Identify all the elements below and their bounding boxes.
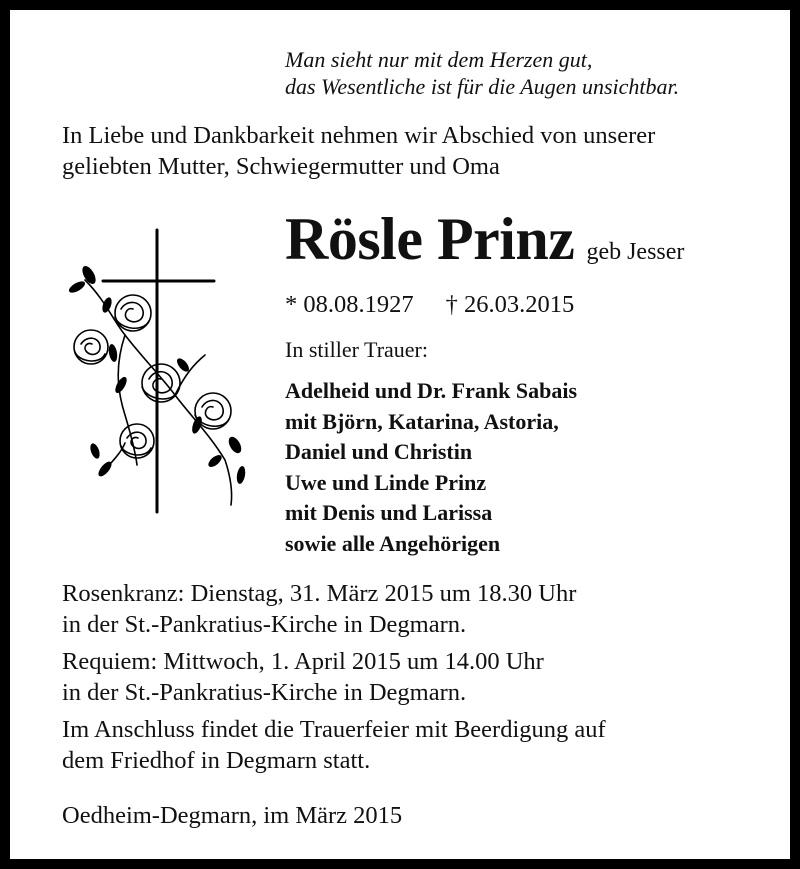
cross-with-roses-icon xyxy=(65,225,250,515)
death-date: † 26.03.2015 xyxy=(445,291,575,318)
intro-line: In Liebe und Dankbarkeit nehmen wir Abschied von unserer xyxy=(62,122,656,149)
motto-line: Man sieht nur mit dem Herzen gut, xyxy=(285,47,593,72)
mourner-line: sowie alle Angehörigen xyxy=(285,530,501,556)
mourner-line: mit Denis und Larissa xyxy=(285,500,493,525)
life-dates xyxy=(285,290,574,320)
mourners-list xyxy=(285,376,577,559)
mourner-line: mit Björn, Katarina, Astoria, xyxy=(285,408,559,434)
intro-text xyxy=(62,120,655,182)
info-line: Rosenkranz: Dienstag, 31. März 2015 um 18.30 Uhr xyxy=(62,580,577,607)
mourner-line: Adelheid und Dr. Frank Sabais xyxy=(285,378,578,403)
info-line: in der St.-Pankratius-Kirche in Degmarn. xyxy=(62,679,467,706)
info-line: Requiem: Mittwoch, 1. April 2015 um 14.00 Uhr xyxy=(62,648,544,675)
intro-line: geliebten Mutter, Schwiegermutter und Oma xyxy=(62,153,500,180)
place-and-date: Oedheim-Degmarn, im März 2015 xyxy=(62,802,403,829)
info-line: in der St.-Pankratius-Kirche in Degmarn. xyxy=(62,611,467,638)
service-details xyxy=(62,578,606,782)
info-line: dem Friedhof in Degmarn statt. xyxy=(62,747,371,774)
mourning-label: In stiller Trauer: xyxy=(285,337,428,362)
mourner-line: Daniel und Christin xyxy=(285,439,473,464)
birth-name: geb Jesser xyxy=(586,239,685,265)
deceased-name-line xyxy=(285,204,684,274)
burial-info xyxy=(62,714,606,776)
rosary-info xyxy=(62,578,606,640)
motto-line: das Wesentliche ist für die Augen unsichtbar. xyxy=(285,74,680,99)
info-line: Im Anschluss findet die Trauerfeier mit Beerdigung auf xyxy=(62,716,606,743)
deceased-name: Rösle Prinz xyxy=(285,206,575,272)
requiem-info xyxy=(62,646,606,708)
mourner-line: Uwe und Linde Prinz xyxy=(285,469,487,495)
motto-quote xyxy=(285,46,679,100)
birth-date: * 08.08.1927 xyxy=(285,291,414,318)
